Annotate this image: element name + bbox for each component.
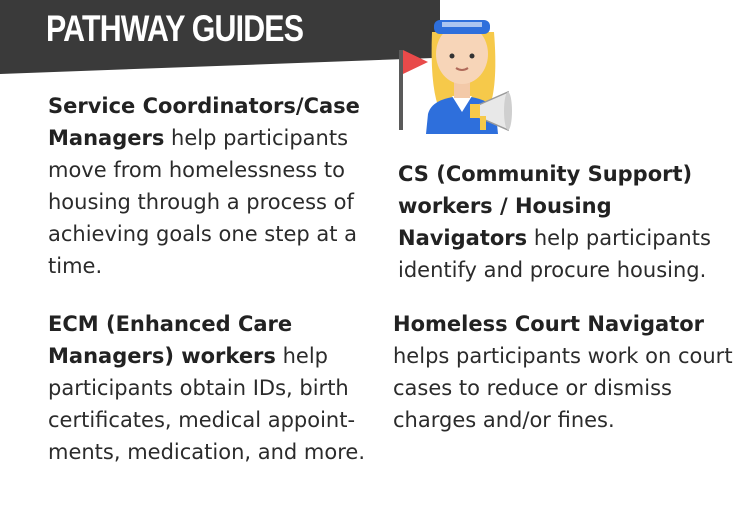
- enhanced-care-heading: ECM (Enhanced Care Managers) workers: [48, 312, 293, 368]
- guide-with-megaphone-and-flag-icon: [392, 2, 532, 134]
- enhanced-care-text: [48, 308, 368, 468]
- service-coordinators-heading: Service Coordinators/Case Managers: [48, 94, 360, 150]
- community-support-text: [398, 158, 738, 286]
- community-support-body: help participants identify and procure housing.: [398, 226, 711, 282]
- service-coordinators-text: [48, 90, 368, 282]
- court-navigator-body: helps participants work on court cases to reduce or dismiss charges and/or fines.: [393, 344, 733, 432]
- community-support-heading: CS (Community Support) workers / Housing Navigators: [398, 162, 693, 250]
- enhanced-care-body: help participants obtain IDs, birth certificates, medical appoint-ments, medication, and more.: [48, 344, 365, 464]
- service-coordinators-body: help participants move from homelessness to housing through a process of achieving goals one step at a time.: [48, 126, 358, 278]
- page-title: PATHWAY GUIDES: [46, 8, 304, 49]
- court-navigator-text: [393, 308, 738, 436]
- court-navigator-heading: Homeless Court Navigator: [393, 312, 705, 336]
